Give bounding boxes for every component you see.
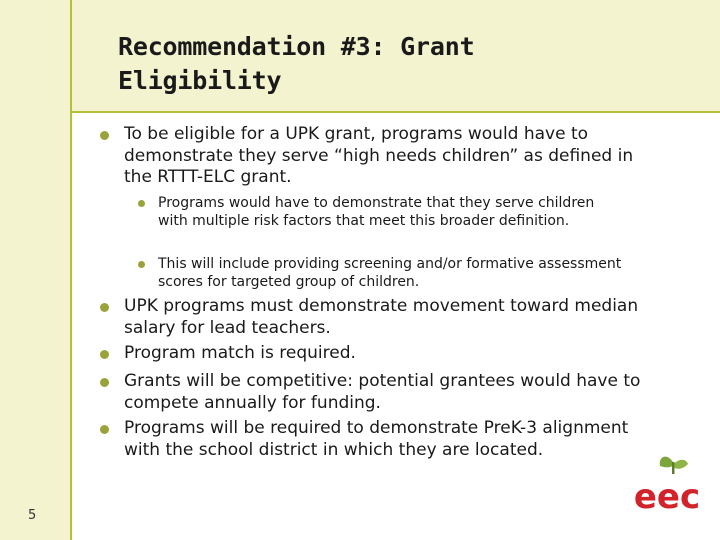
sub-bullet-1: Programs would have to demonstrate that they serve children with multiple risk factors that meet this broader definition.: [158, 195, 595, 229]
slide-title: Recommendation #3: Grant Eligibility: [118, 32, 475, 95]
eec-logo: [628, 450, 706, 522]
bullet-3: Program match is required.: [124, 343, 356, 363]
bullet-5: Programs will be required to demonstrate PreK-3 alignment with the school district in which they are located.: [124, 418, 629, 460]
bullet-dot: [100, 131, 109, 140]
page-number: 5: [28, 508, 37, 523]
sub-bullet-2: This will include providing screening and/or formative assessment scores for targeted group of children.: [158, 256, 622, 290]
bullet-dot: [100, 378, 109, 387]
bullet-dot: [100, 350, 109, 359]
bullet-dot: [100, 303, 109, 312]
leaf-icon: [660, 457, 674, 468]
left-decor-band: [0, 0, 70, 540]
bullet-1: To be eligible for a UPK grant, programs would have to demonstrate they serve “high needs children” as defined in the RTTT-ELC grant.: [124, 124, 634, 187]
title-divider: [72, 111, 720, 113]
bullet-4: Grants will be competitive: potential grantees would have to compete annually for funding.: [124, 371, 641, 413]
logo-text: eec: [633, 477, 701, 517]
sub-bullet-dot: [138, 261, 145, 268]
bullet-2: UPK programs must demonstrate movement toward median salary for lead teachers.: [124, 296, 639, 338]
bullet-dot: [100, 425, 109, 434]
sub-bullet-dot: [138, 200, 145, 207]
